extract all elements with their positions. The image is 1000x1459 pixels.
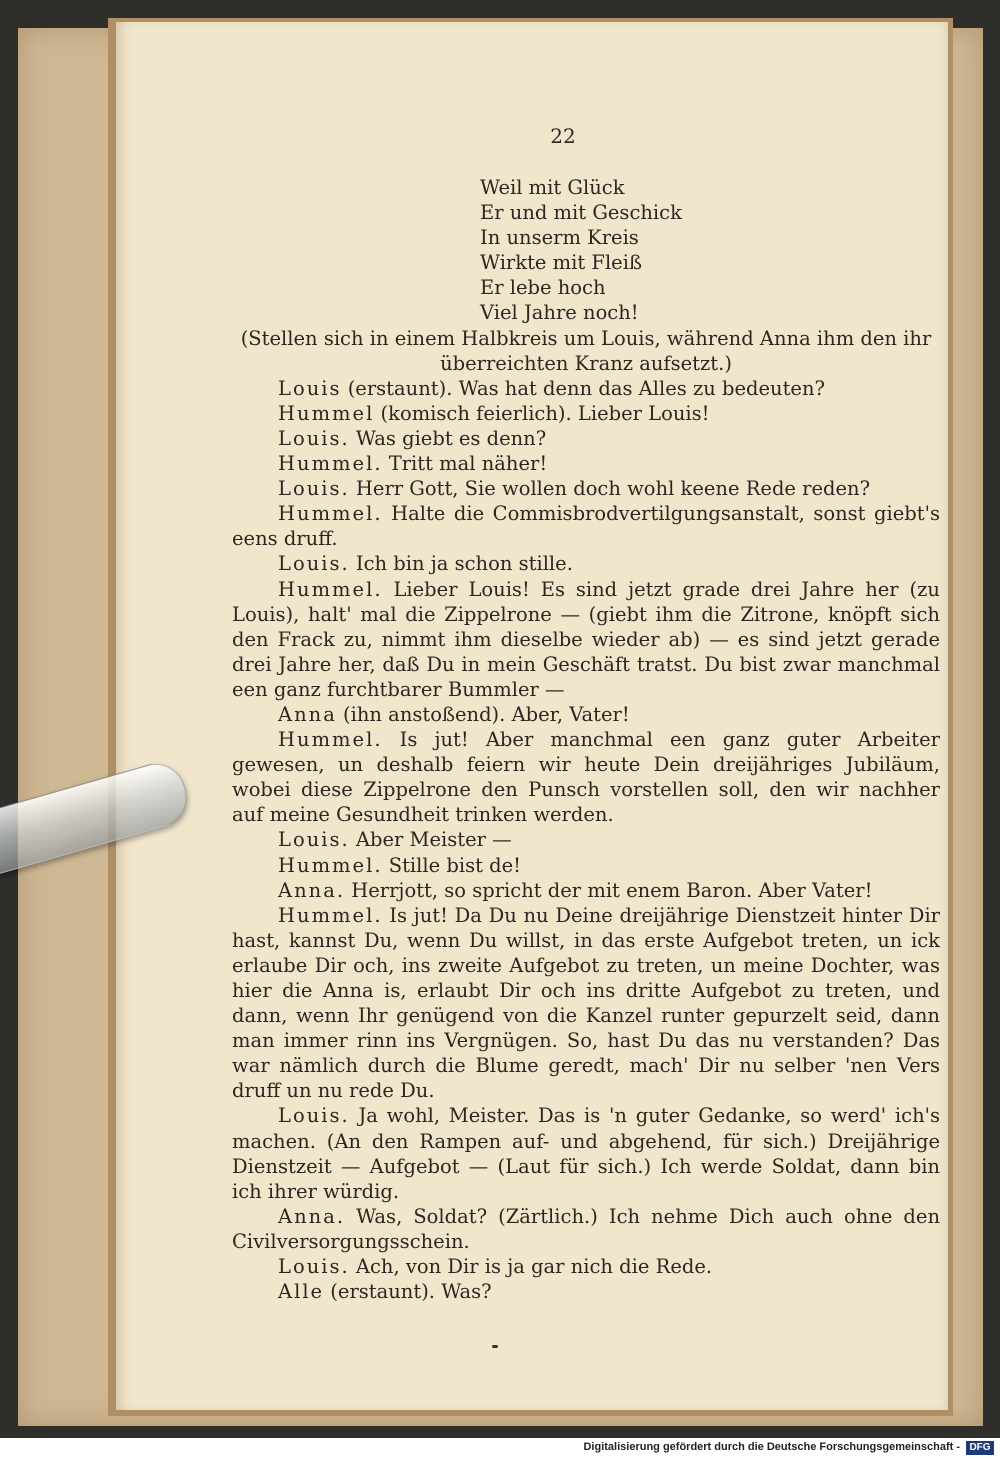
speaker-name: Hummel [278, 401, 375, 425]
dialogue-text: Herrjott, so spricht der mit enem Baron. Aber Vater! [345, 878, 873, 902]
dialogue-text: Tritt mal näher! [382, 452, 548, 476]
dialogue-line [232, 702, 940, 727]
stage-direction-line: (Stellen sich in einem Halbkreis um Louis, während Anna ihm den ihr [240, 326, 932, 350]
dialogue-text: (komisch feierlich). Lieber Louis! [374, 401, 710, 425]
ink-mark [492, 1345, 498, 1348]
verse-line: Viel Jahre noch! [480, 301, 639, 325]
speaker-name: Louis [278, 376, 342, 400]
dialogue-line [232, 426, 940, 451]
dialogue-line [232, 1204, 940, 1254]
dialogue-text: Stille bist de! [382, 853, 521, 877]
verse-line: Weil mit Glück [480, 176, 625, 199]
dialogue-text: Ja wohl, Meister. Das is 'n guter Gedanke, so werd' ich's machen. (An den Rampen auf- und abgehend, für sich.) Dreijährige Dienstzeit — Aufgebot — (Laut für sich.) Ich werde Soldat, dann bin ich ihrer würdig. [232, 1104, 940, 1203]
speaker-name: Hummel. [278, 903, 383, 927]
dialogue-line [232, 1103, 940, 1203]
dialogue [232, 376, 940, 1304]
verse-line: Er lebe hoch [480, 276, 606, 300]
speaker-name: Louis. [278, 426, 350, 450]
dialogue-text: Ich bin ja schon stille. [349, 552, 573, 576]
speaker-name: Hummel. [278, 452, 383, 476]
dialogue-line [232, 1279, 940, 1304]
dialogue-line [232, 878, 940, 903]
speaker-name: Hummel. [278, 853, 383, 877]
dialogue-line [232, 577, 940, 702]
dialogue-line [232, 853, 940, 878]
verse-line: In unserm Kreis [480, 226, 639, 250]
dialogue-line [232, 1254, 940, 1279]
speaker-name: Hummel. [278, 502, 383, 526]
dfg-logo-icon: DFG [966, 1441, 994, 1455]
verse [232, 175, 940, 326]
verse-line: Er und mit Geschick [480, 201, 682, 225]
footer-credit: Digitalisierung gefördert durch die Deutsche Forschungsgemeinschaft - [583, 1441, 960, 1453]
speaker-name: Hummel. [278, 728, 383, 752]
speaker-name: Alle [278, 1280, 325, 1304]
dialogue-line [232, 903, 940, 1104]
dialogue-line [232, 451, 940, 476]
speaker-name: Anna. [278, 878, 346, 902]
verse-line: Wirkte mit Fleiß [480, 251, 642, 275]
speaker-name: Louis. [278, 828, 350, 852]
dialogue-text: Aber Meister — [349, 828, 512, 852]
footer-bar [0, 1438, 1000, 1459]
dialogue-line [232, 827, 940, 852]
dialogue-line [232, 476, 940, 501]
dialogue-text: Was giebt es denn? [349, 426, 547, 450]
dialogue-text: Halte die Commisbrodvertilgungsanstalt, sonst giebt's eens druff. [232, 502, 940, 551]
dialogue-line [232, 376, 940, 401]
dialogue-text: Is jut! Da Du nu Deine dreijährige Dienstzeit hinter Dir hast, kannst Du, wenn Du willst, in das erste Aufgebot treten, un ick erlaube Dir och, ins zweite Aufgebot zu treten, un meine Dochter, was hier die Anna is, erlaubt Dir och ins dritte Aufgebot zu treten, und dann, wenn Ihr genügend von die Kanzel runter gepurzelt seid, dann man immer rinn ins Vergnügen. So, hast Du das nu verstanden? Das war nämlich durch die Blume geredt, mach' Dir nu selber 'nen Vers druff un nu rede Du. [232, 903, 940, 1103]
dialogue-text: Lieber Louis! Es sind jetzt grade drei Jahre her (zu Louis), halt' mal die Zippelrone — (giebt ihm die Zitrone, knöpft sich den Frack zu, nimmt ihm dieselbe wieder ab) — es sind jetzt gerade drei Jahre her, daß Du in mein Geschäft tratst. Du bist zwar manchmal een ganz furchtbarer Bummler — [232, 577, 940, 701]
stage-direction-line: überreichten Kranz aufsetzt.) [440, 351, 732, 375]
dialogue-text: Is jut! Aber manchmal een ganz guter Arbeiter gewesen, un deshalb feiern wir heute Dein dreijähriges Jubiläum, wobei diese Zippelrone den Punsch vorstellen soll, den wir nachher auf meine Gesundheit trinken werden. [232, 728, 940, 827]
stage-direction [232, 326, 940, 376]
dialogue-line [232, 727, 940, 827]
dialogue-line [232, 501, 940, 551]
dialogue-text: (erstaunt). Was hat denn das Alles zu bedeuten? [341, 376, 825, 400]
dialogue-text: Was, Soldat? (Zärtlich.) Ich nehme Dich auch ohne den Civilversorgungsschein. [232, 1204, 940, 1253]
dialogue-line [232, 551, 940, 576]
speaker-name: Anna. [278, 1204, 346, 1228]
dialogue-text: (ihn anstoßend). Aber, Vater! [336, 702, 630, 726]
dialogue-text: Herr Gott, Sie wollen doch wohl keene Rede reden? [349, 477, 871, 501]
speaker-name: Louis. [278, 552, 350, 576]
page-number: 22 [550, 124, 576, 148]
dialogue-text: Ach, von Dir is ja gar nich die Rede. [349, 1255, 713, 1279]
dialogue-text: (erstaunt). Was? [324, 1280, 492, 1304]
speaker-name: Anna [278, 702, 337, 726]
page-text [232, 175, 940, 1304]
speaker-name: Hummel. [278, 577, 383, 601]
dialogue-line [232, 401, 940, 426]
speaker-name: Louis. [278, 1104, 350, 1128]
speaker-name: Louis. [278, 1255, 350, 1279]
speaker-name: Louis. [278, 477, 350, 501]
